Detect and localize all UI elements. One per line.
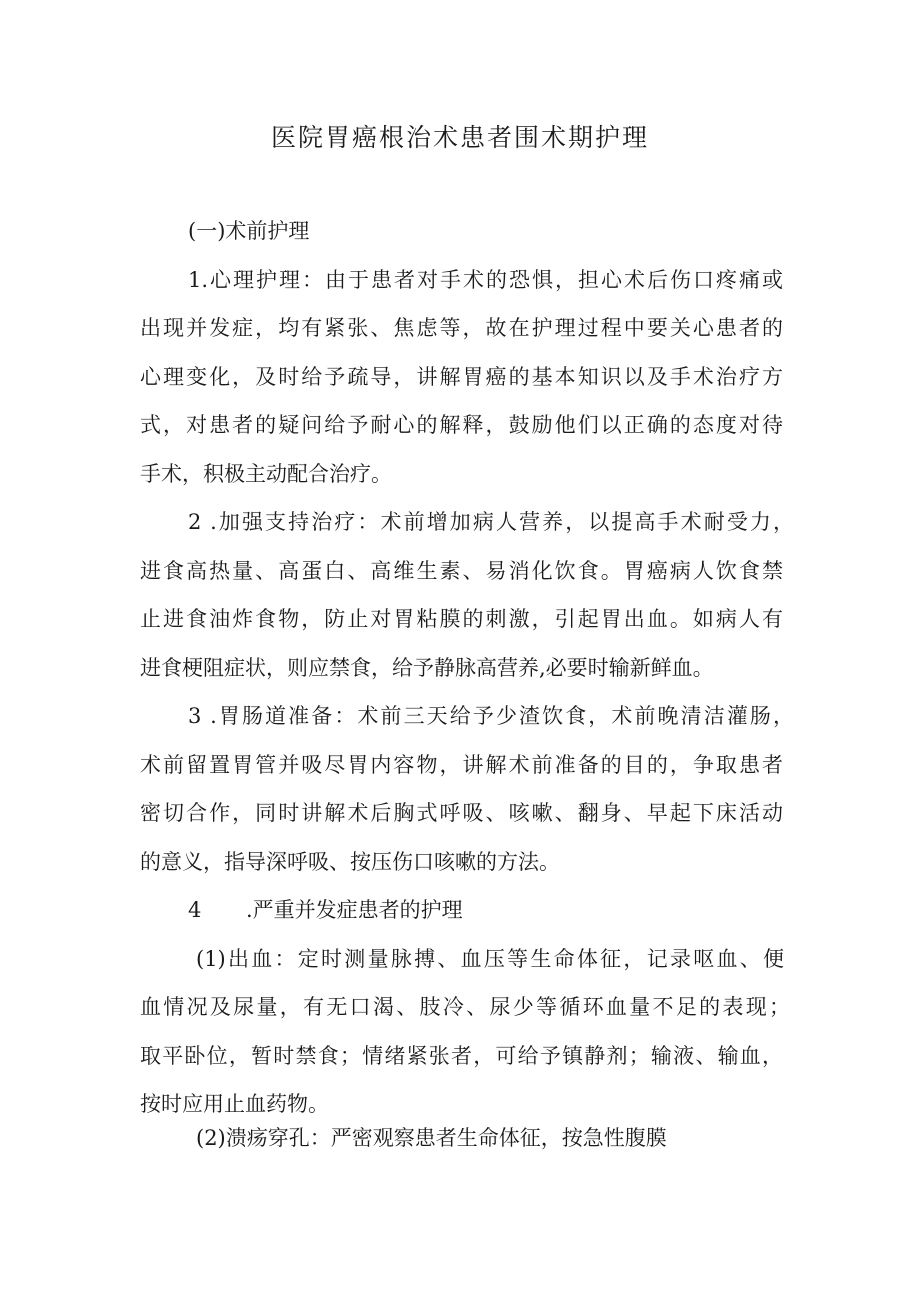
- paragraph-line: 1.心理护理：由于患者对手术的恐惧，担心术后伤口疼痛或: [188, 268, 783, 292]
- paragraph-line: (1)出血：定时测量脉搏、血压等生命体征，记录呕血、便: [196, 947, 784, 971]
- paragraph-line: 式，对患者的疑问给予耐心的解释，鼓励他们以正确的态度对待: [140, 413, 783, 437]
- paragraph-line: 进食高热量、高蛋白、高维生素、易消化饮食。胃癌病人饮食禁: [140, 559, 783, 583]
- paragraph-line: 术前留置胃管并吸尽胃内容物，讲解术前准备的目的，争取患者: [140, 753, 783, 777]
- paragraph-line: 止进食油炸食物，防止对胃粘膜的刺激，引起胃出血。如病人有: [140, 607, 783, 631]
- paragraph-line: 血情况及尿量，有无口渴、肢冷、尿少等循环血量不足的表现；: [140, 995, 790, 1019]
- paragraph-line: 的意义，指导深呼吸、按压伤口咳嗽的方法。: [140, 850, 560, 874]
- paragraph-line: 出现并发症，均有紧张、焦虑等，故在护理过程中要关心患者的: [140, 316, 783, 340]
- paragraph-line: 进食梗阻症状，则应禁食，给予静脉高营养,必要时输新鲜血。: [140, 656, 714, 680]
- paragraph-line: 按时应用止血药物。: [140, 1092, 329, 1116]
- section-heading: (一)术前护理: [188, 219, 310, 243]
- paragraph-line: 密切合作，同时讲解术后胸式呼吸、咳嗽、翻身、早起下床活动: [140, 801, 783, 825]
- paragraph-line: 3 .胃肠道准备：术前三天给予少渣饮食，术前晚清洁灌肠，: [188, 704, 794, 728]
- document-title: 医院胃癌根治术患者围术期护理: [270, 123, 649, 152]
- section-heading: .严重并发症患者的护理: [246, 898, 463, 922]
- list-number: 4: [188, 898, 202, 922]
- paragraph-line: 取平卧位，暂时禁食；情绪紧张者，可给予镇静剂；输液、输血，: [140, 1044, 783, 1068]
- paragraph-line: 手术，积极主动配合治疗。: [140, 462, 392, 486]
- paragraph-line: (2)溃疡穿孔：严密观察患者生命体征，按急性腹膜: [196, 1126, 667, 1150]
- paragraph-line: 2 .加强支持治疗：术前增加病人营养，以提高手术耐受力，: [188, 510, 794, 534]
- paragraph-line: 心理变化，及时给予疏导，讲解胃癌的基本知识以及手术治疗方: [140, 365, 783, 389]
